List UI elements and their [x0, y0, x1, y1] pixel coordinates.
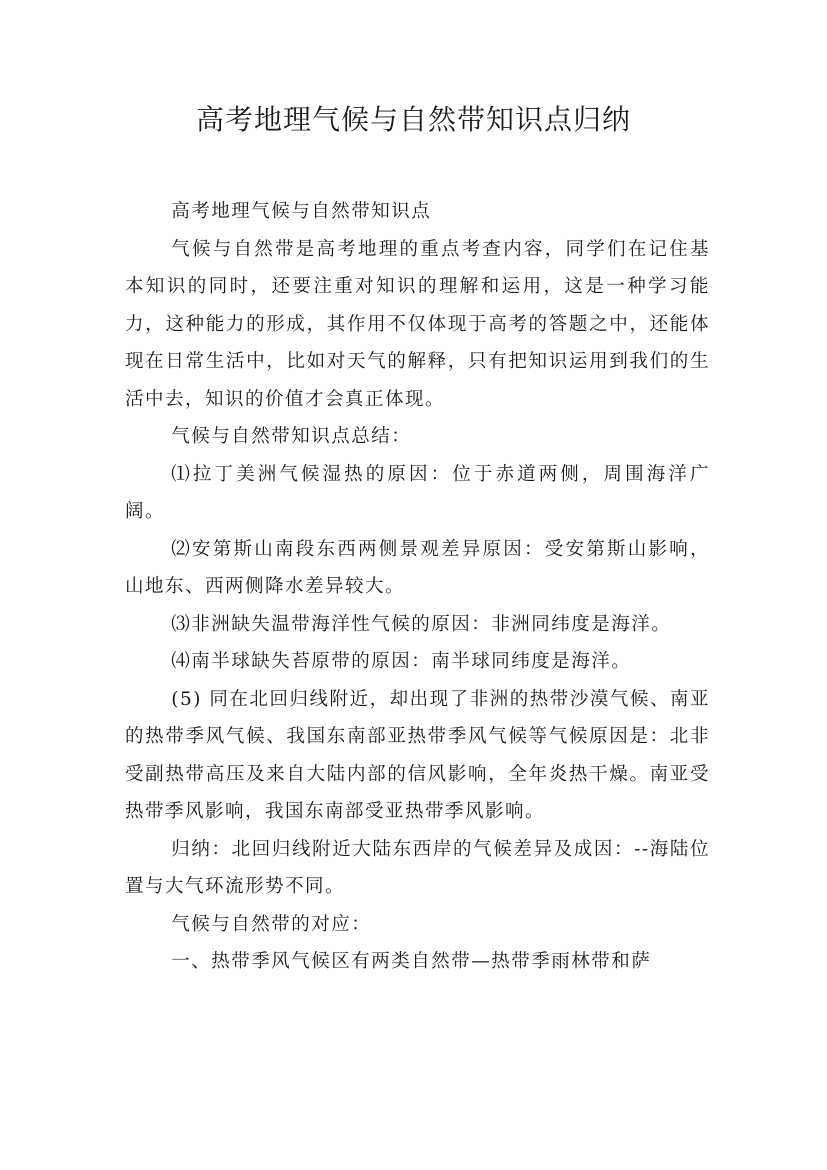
paragraph-conclusion: 归纳：北回归线附近大陆东西岸的气候差异及成因：--海陆位置与大气环流形势不同。 [125, 838, 710, 897]
document-body [125, 193, 710, 981]
page-title: 高考地理气候与自然带知识点归纳 [195, 103, 631, 136]
paragraph-summary-heading: 气候与自然带知识点总结： [171, 426, 412, 447]
paragraph-correspondence-heading: 气候与自然带的对应： [171, 913, 372, 935]
paragraph-point-5: (5) 同在北回归线附近，却出现了非洲的热带沙漠气候、南亚的热带季风气候、我国东南部亚热带季风气候等气候原因是：北非受副热带高压及来自大陆内部的信风影响，全年炎热干燥。南亚受热带季风影响，我国东南部受亚热带季风影响。 [125, 688, 710, 822]
paragraph-point-3: ⑶非洲缺失温带海洋性气候的原因：非洲同纬度是海洋。 [171, 613, 672, 635]
paragraph-point-2: ⑵安第斯山南段东西两侧景观差异原因：受安第斯山影响，山地东、西两侧降水差异较大。 [125, 538, 710, 597]
paragraph-subtitle: 高考地理气候与自然带知识点 [171, 201, 432, 222]
paragraph-intro: 气候与自然带是高考地理的重点考查内容，同学们在记住基本知识的同时，还要注重对知识的理解和运用，这是一种学习能力，这种能力的形成，其作用不仅体现于高考的答题之中，还能体现在日常生活中，比如对天气的解释，只有把知识运用到我们的生活中去，知识的价值才会真正体现。 [125, 238, 710, 410]
paragraph-point-1: ⑴拉丁美洲气候湿热的原因：位于赤道两侧，周围海洋广阔。 [125, 463, 710, 522]
paragraph-point-4: ⑷南半球缺失苔原带的原因：南半球同纬度是海洋。 [171, 651, 632, 672]
paragraph-item-1: 一、热带季风气候区有两类自然带—热带季雨林带和萨 [171, 951, 652, 972]
